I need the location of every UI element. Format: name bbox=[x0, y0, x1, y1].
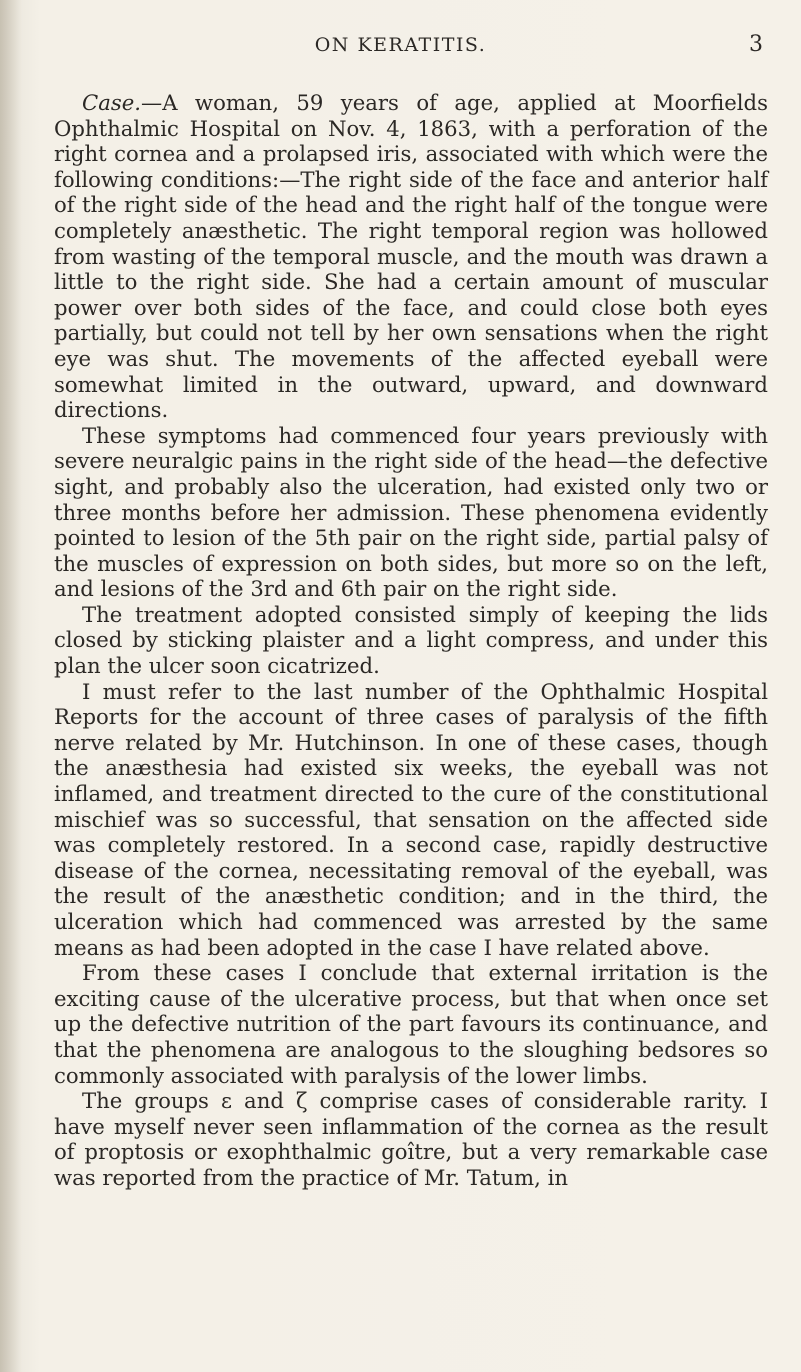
paragraph: I must refer to the last number of the Ophthalmic Hospital Reports for the account of three cases of paralysis of the fifth nerve related by Mr. Hutchinson. In one of these cases, though the anæsthesia had existed six weeks, the eyeball was not inflamed, and treatment directed to the cure of the constitutional mischief was so successful, that sensation on the affected side was completely restored. In a second case, rapidly destructive disease of the cornea, necessitating removal of the eyeball, was the result of the anæsthetic condition; and in the third, the ulceration which had commenced was arrested by the same means as had been adopted in the case I have related above. bbox=[54, 678, 768, 960]
paragraph: These symptoms had commenced four years previously with severe neuralgic pains in the right side of the head—the defective sight, and probably also the ulceration, had existed only two or three months before her admission. These phenomena evidently pointed to lesion of the 5th pair on the right side, partial palsy of the muscles of expression on both sides, but more so on the left, and lesions of the 3rd and 6th pair on the right side. bbox=[54, 422, 768, 602]
binding-shadow bbox=[0, 0, 22, 1372]
case-label: Case. bbox=[82, 90, 141, 115]
body-text bbox=[54, 90, 768, 1191]
running-title: ON KERATITIS. bbox=[314, 34, 487, 56]
paragraph: From these cases I conclude that external irritation is the exciting cause of the ulcerative process, but that when once set up the defective nutrition of the part favours its continuance, and that the phenomena are analogous to the sloughing bedsores so commonly associated with paralysis of the lower limbs. bbox=[54, 960, 768, 1088]
paragraph-text: —A woman, 59 years of age, applied at Moorfields Ophthalmic Hospital on Nov. 4, 1863, with a perforation of the right cornea and a prolapsed iris, associated with which were the following conditions:—The right side of the face and anterior half of the right side of the head and the right half of the tongue were completely anæsthetic. The right temporal region was hollowed from wasting of the temporal muscle, and the mouth was drawn a little to the right side. She had a certain amount of muscular power over both sides of the face, and could close both eyes partially, but could not tell by her own sensations when the right eye was shut. The movements of the affected eyeball were somewhat limited in the outward, upward, and downward directions. bbox=[54, 90, 768, 423]
paragraph: The treatment adopted consisted simply of keeping the lids closed by sticking plaister and a light compress, and under this plan the ulcer soon cicatrized. bbox=[54, 601, 768, 679]
paragraph: The groups ε and ζ comprise cases of considerable rarity. I have myself never seen inflammation of the cornea as the result of proptosis or exophthalmic goître, but a very remarkable case was reported from the practice of Mr. Tatum, in bbox=[54, 1088, 768, 1190]
page-number: 3 bbox=[749, 32, 763, 57]
paragraph bbox=[54, 90, 768, 423]
running-head bbox=[0, 34, 801, 64]
